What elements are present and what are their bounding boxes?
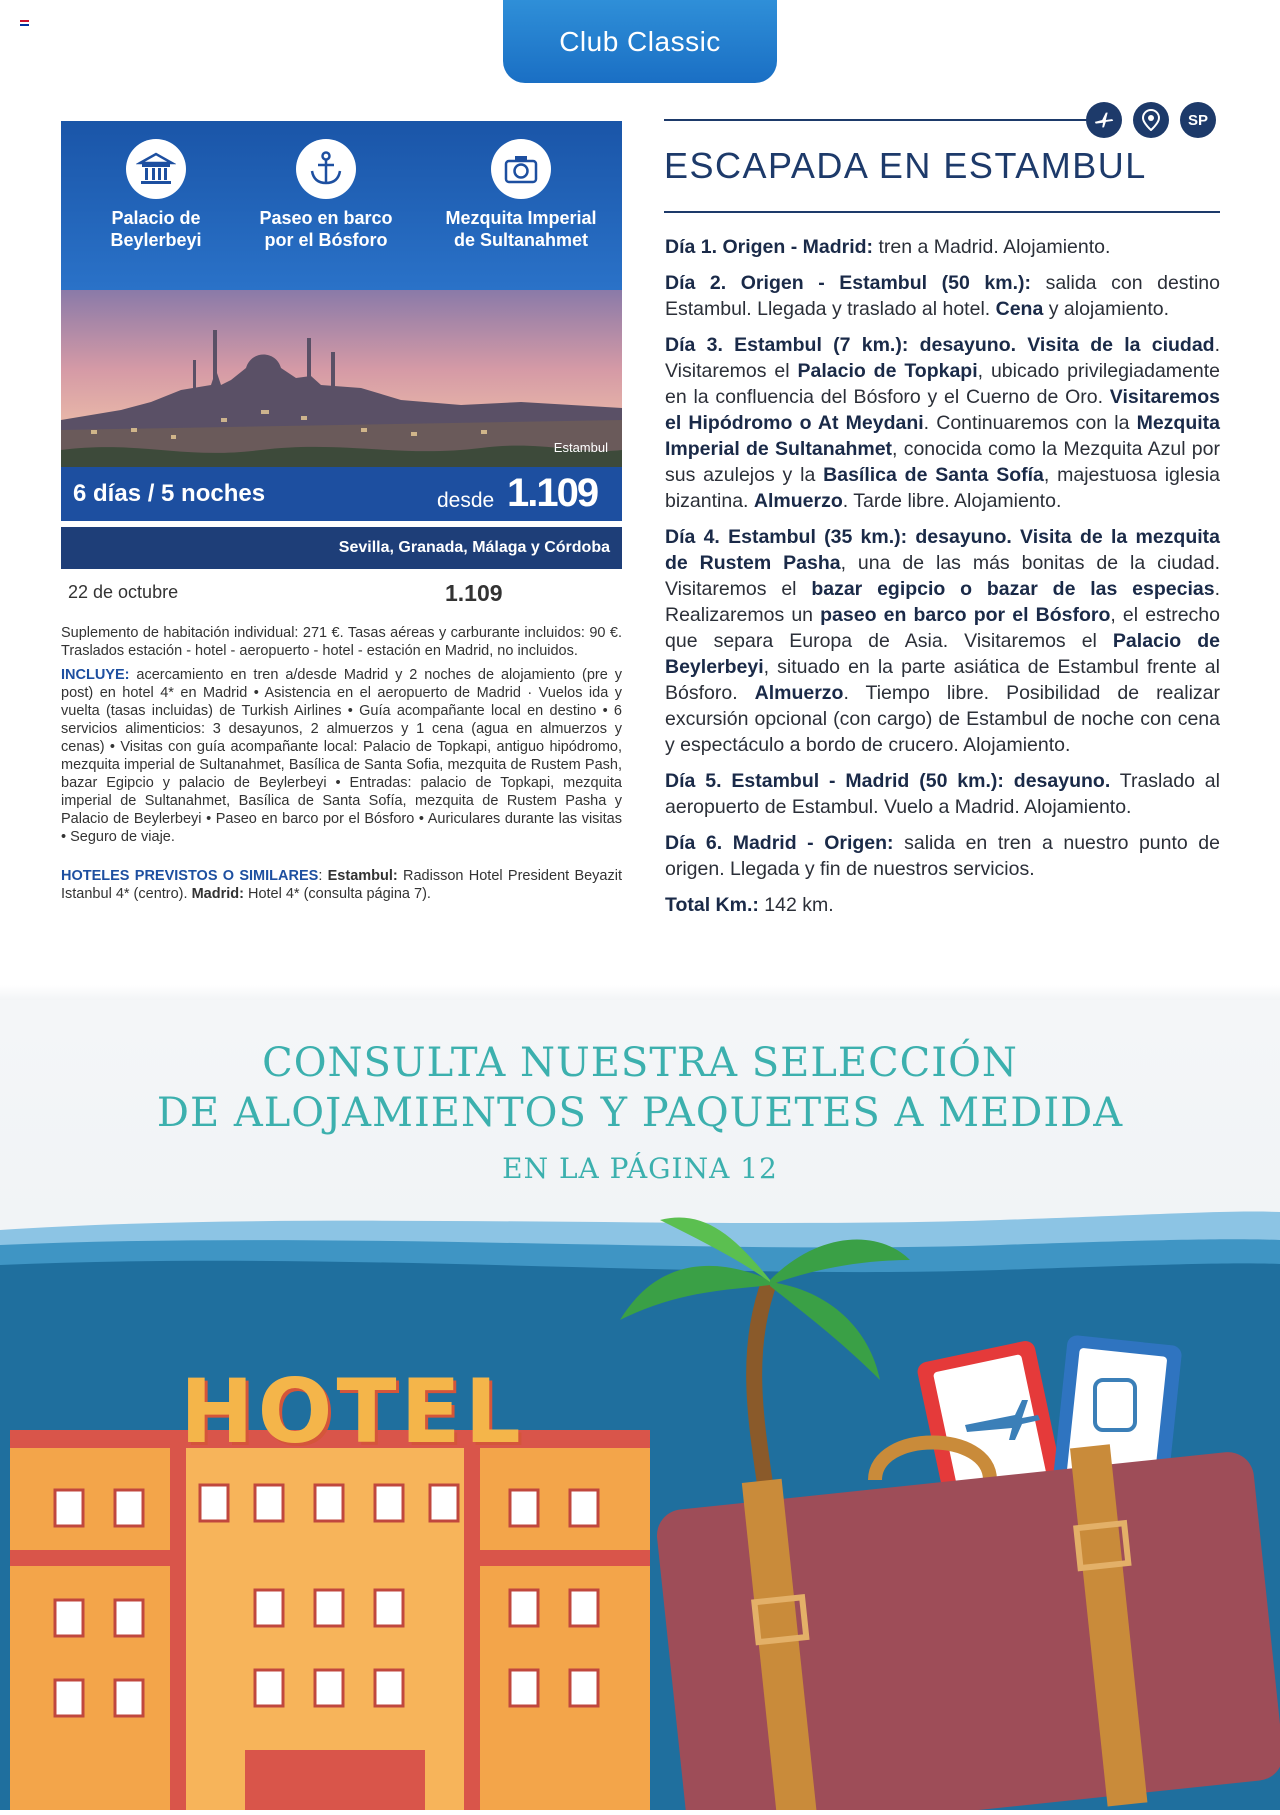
price-value: 1.109	[507, 471, 598, 515]
departure-cities-label: Sevilla, Granada, Málaga y Córdoba	[338, 539, 610, 556]
itinerary-text: , el estrecho que separa Europa de Asia. Visitaremos el	[665, 604, 1220, 652]
itinerary-bold-text: Cena	[995, 298, 1044, 320]
itinerary-bold-text: Mezquita Imperial de Sultanahmet	[665, 412, 1220, 460]
itinerary-text: . Realizaremos un	[665, 578, 1220, 626]
itinerary-bold-text: Visitaremos el Hipódromo o At Meydani	[665, 386, 1220, 434]
hotels-city-1: Estambul:	[327, 868, 398, 884]
includes-label: INCLUYE:	[61, 667, 130, 683]
includes-block	[61, 666, 622, 846]
itinerary-text: Traslado al aeropuerto de Estambul. Vuelo a Madrid. Alojamiento.	[665, 770, 1220, 818]
itinerary-bold-text: Almuerzo	[754, 682, 844, 704]
itinerary-day	[665, 332, 1220, 514]
location-pin-icon	[1133, 102, 1169, 138]
itinerary-text: . Continuaremos con la	[923, 412, 1137, 434]
hotels-label: HOTELES PREVISTOS O SIMILARES	[61, 868, 319, 884]
price-prefix: desde	[437, 489, 495, 512]
palace-icon	[126, 139, 186, 199]
supplement-note: Suplemento de habitación individual: 271 €. Tasas aéreas y carburante incluidos: 90 €. Traslados estación - hotel - aeropuerto - hotel - estación en Madrid, no incluidos.	[61, 625, 622, 659]
itinerary-bold-text: Día 1. Origen - Madrid:	[665, 236, 874, 258]
includes-text: acercamiento en tren a/desde Madrid y 2 noches de alojamiento (pre y post) en hotel 4* en Madrid • Asistencia en el aeropuerto de Madrid · Vuelos ida y vuelta (tasas incluidas) de Turkish Airlines • Guía acompañante local en destino • 6 servicios alimenticios: 3 desayunos, 2 almuerzos y 1 cena (agua en almuerzos y cenas) • Visitas con guía acompañante local: Palacio de Topkapi, antiguo hipódromo, mezquita imperial de Sultanahmet, Basílica de Santa Sofia, mezquita de Rustem Pash, bazar Egipcio y palacio de Beylerbeyi • Entradas: palacio de Topkapi, mezquita imperial de Sultanahmet, Basílica de Santa Sofía, mezquita de Rustem Pasha y Palacio de Beylerbeyi • Paseo en barco por el Bósforo • Auriculares durante las visitas • Seguro de viaje.	[61, 667, 622, 845]
highlight-boat	[251, 139, 401, 251]
itinerary-text: , ubicado privilegiadamente en la confluencia del Bósforo y el Cuerno de Oro.	[665, 360, 1220, 408]
hotels-block: HOTELES PREVISTOS O SIMILARES: Estambul: Radisson Hotel President Beyazit Istanbul 4* (centro). Madrid: Hotel 4* (consulta página 7).	[61, 868, 622, 902]
itinerary-day	[665, 892, 1220, 918]
hotels-text-2: Hotel 4* (consulta página 7).	[243, 886, 431, 902]
language-flag-icon	[20, 20, 29, 26]
itinerary-day	[665, 234, 1220, 260]
itinerary-text: . Tarde libre. Alojamiento.	[842, 490, 1062, 512]
itinerary-bold-text: Almuerzo	[753, 490, 843, 512]
sp-badge: SP	[1180, 102, 1216, 138]
istanbul-photo	[61, 290, 622, 467]
trip-duration: 6 días / 5 noches	[73, 480, 266, 507]
itinerary-text: y alojamiento.	[1043, 298, 1170, 320]
club-tab-label: Club Classic	[559, 25, 721, 57]
itinerary-day	[665, 270, 1220, 322]
highlight-mosque	[431, 139, 611, 251]
highlight-label-line2: Beylerbeyi	[110, 230, 202, 250]
itinerary-bold-text: Día 6. Madrid - Origen:	[665, 832, 894, 854]
itinerary-text: salida en tren a nuestro punto de origen. Llegada y fin de nuestros servicios.	[665, 832, 1220, 880]
itinerary-text: . Visitaremos el	[665, 334, 1220, 382]
promo-line-1: CONSULTA NUESTRA SELECCIÓN	[262, 1040, 1018, 1086]
itinerary-text: salida con destino Estambul. Llegada y traslado al hotel.	[665, 272, 1220, 320]
itinerary-bold-text: Día 4. Estambul (35 km.): desayuno. Visita de la mezquita de Rustem Pasha	[665, 526, 1220, 574]
itinerary-day	[665, 768, 1220, 820]
highlight-label-line1: Mezquita Imperial	[445, 208, 597, 228]
hotels-text-1: Radisson Hotel President Beyazit Istanbul 4* (centro).	[61, 868, 622, 902]
itinerary-text: , una de las más bonitas de la ciudad. Visitaremos el	[665, 552, 1220, 600]
hotels-city-2: Madrid:	[191, 886, 244, 902]
departure-price: 1.109	[445, 580, 503, 606]
hotel-sign: HOTEL	[180, 1360, 525, 1463]
highlight-label-line2: de Sultanahmet	[453, 230, 589, 250]
highlights-panel	[61, 121, 622, 290]
travel-illustration	[0, 1190, 1280, 1810]
itinerary-days	[665, 234, 1220, 928]
itinerary-day	[665, 830, 1220, 882]
itinerary-text: , conocida como la Mezquita Azul por sus azulejos y la	[665, 438, 1220, 486]
itinerary-bold-text: bazar egipcio o bazar de las especias	[811, 578, 1215, 600]
price-band	[61, 467, 622, 521]
itinerary-text: 142 km.	[758, 894, 834, 916]
itinerary-bold-text: Día 2. Origen - Estambul (50 km.):	[665, 272, 1031, 294]
itinerary-bold-text: paseo en barco por el Bósforo	[820, 604, 1111, 626]
camera-icon	[491, 139, 551, 199]
itinerary-text: . Tiempo libre. Posibilidad de realizar excursión opcional (con cargo) de Estambul de noche con cena y espectáculo a bordo de crucero. Alojamiento.	[665, 682, 1221, 756]
highlight-palace	[81, 139, 231, 251]
itinerary-bold-text: Total Km.:	[665, 894, 759, 916]
club-classic-tab	[503, 0, 777, 83]
promo-line-3: EN LA PÁGINA 12	[502, 1152, 778, 1185]
itinerary-bold-text: Palacio de Beylerbeyi	[665, 630, 1220, 678]
itinerary-bold-text: Palacio de Topkapi	[797, 360, 978, 382]
itinerary-bold-text: Basílica de Santa Sofía	[823, 464, 1044, 486]
departure-date: 22 de octubre	[68, 582, 179, 602]
itinerary-bold-text: Día 5. Estambul - Madrid (50 km.): desayuno.	[665, 770, 1111, 792]
itinerary-bold-text: Día 3. Estambul (7 km.): desayuno. Visita de la ciudad	[665, 334, 1215, 356]
highlight-label-line2: por el Bósforo	[264, 230, 388, 250]
photo-caption: Estambul	[553, 440, 608, 455]
promo-line-2: DE ALOJAMIENTOS Y PAQUETES A MEDIDA	[156, 1090, 1124, 1136]
departure-cities	[61, 527, 622, 569]
itinerary-text: , majestuosa iglesia bizantina.	[665, 464, 1220, 512]
itinerary-title: ESCAPADA EN ESTAMBUL	[664, 145, 1147, 186]
title-rule-top	[664, 119, 1089, 121]
title-rule-bottom	[664, 211, 1220, 213]
itinerary-text: , situado en la parte asiática de Estambul frente al Bósforo.	[665, 656, 1220, 704]
itinerary-text: tren a Madrid. Alojamiento.	[873, 236, 1111, 258]
anchor-icon	[296, 139, 356, 199]
itinerary-day	[665, 524, 1220, 758]
plane-icon	[1086, 102, 1122, 138]
highlight-label-line1: Palacio de	[111, 208, 201, 228]
highlight-label-line1: Paseo en barco	[259, 208, 393, 228]
